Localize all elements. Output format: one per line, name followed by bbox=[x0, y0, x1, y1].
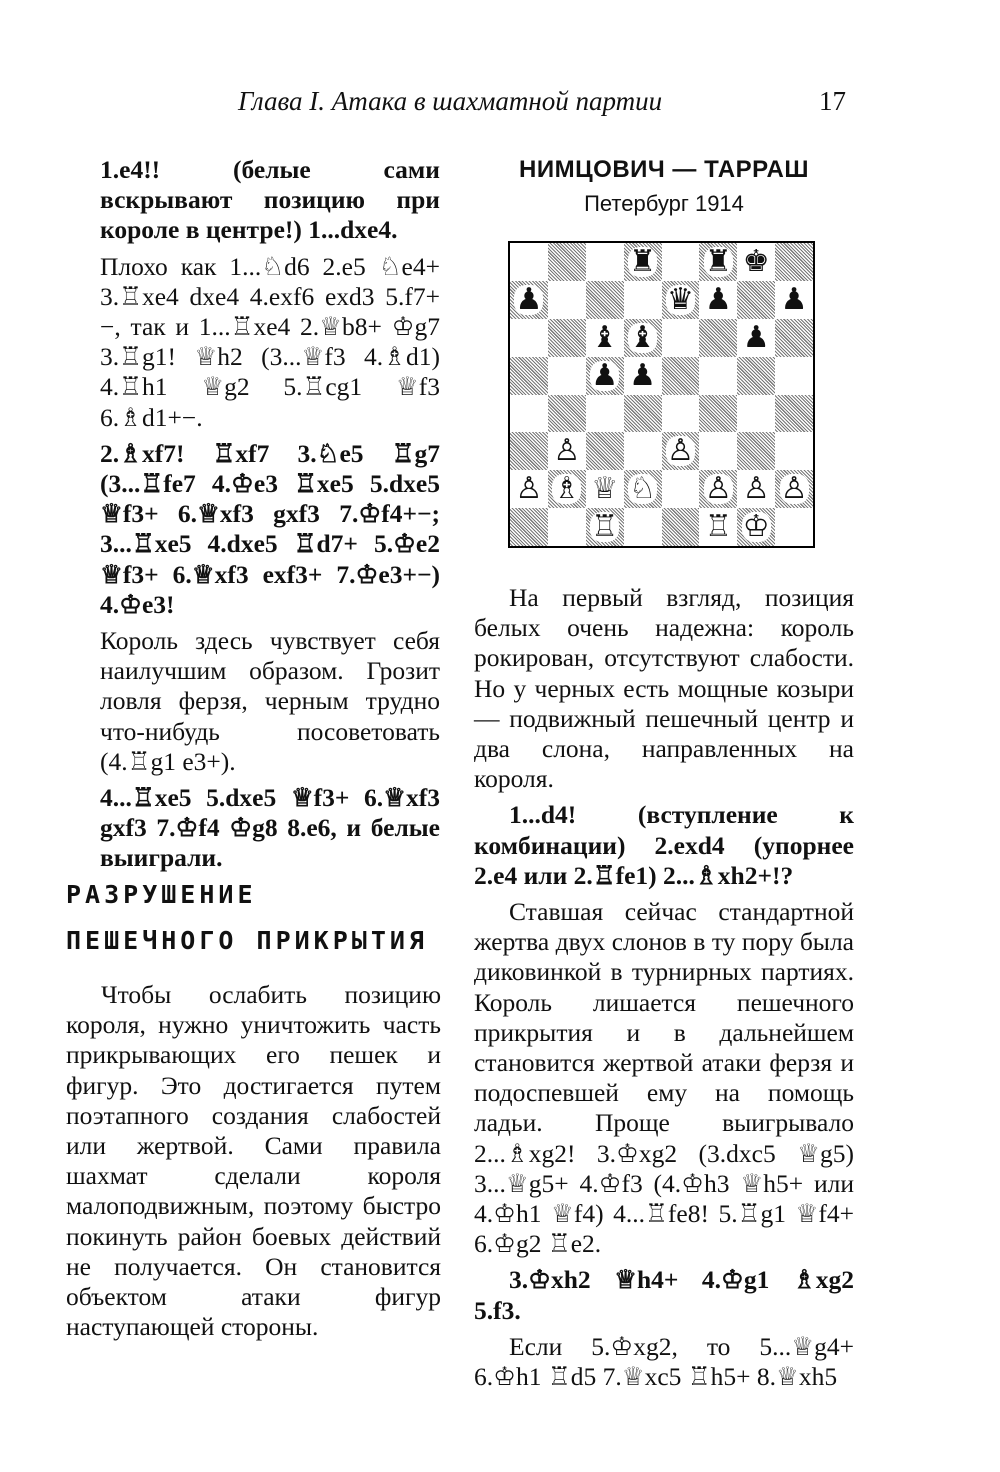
running-header bbox=[0, 86, 1000, 126]
square-a6 bbox=[510, 319, 548, 357]
square-e8 bbox=[662, 243, 700, 281]
square-c4 bbox=[586, 395, 624, 433]
chess-piece: ♜ bbox=[629, 243, 657, 279]
square-b1 bbox=[548, 508, 586, 546]
chess-piece: ♟ bbox=[704, 281, 732, 317]
right-paragraph-5: Если 5.♔xg2, то 5...♕g4+ 6.♔h1 ♖d5 7.♕xc5 ♖h5+ 8.♕xh5 bbox=[474, 1331, 854, 1392]
square-c2 bbox=[586, 470, 624, 508]
square-g4 bbox=[737, 395, 775, 433]
square-b2 bbox=[548, 470, 586, 508]
chess-piece: ♙ bbox=[742, 471, 770, 507]
chess-piece: ♙ bbox=[515, 471, 543, 507]
square-h3 bbox=[775, 432, 813, 470]
square-e4 bbox=[662, 395, 700, 433]
square-c6 bbox=[586, 319, 624, 357]
square-f5 bbox=[699, 357, 737, 395]
square-h6 bbox=[775, 319, 813, 357]
square-g1 bbox=[737, 508, 775, 546]
square-b7 bbox=[548, 281, 586, 319]
chess-piece: ♝ bbox=[591, 319, 619, 355]
left-paragraph-2: Плохо как 1...♘d6 2.e5 ♘e4+ 3.♖xe4 dxe4 4.exf6 exd3 5.f7+−, так и 1...♖xe4 2.♕b8+ ♔g7 3.♖g1! ♕h2 (3...♕f3 4.♗d1) 4.♖h1 ♕g2 5.♖cg1 ♕f3 6.♗d1+−. bbox=[100, 251, 440, 432]
square-b5 bbox=[548, 357, 586, 395]
chess-piece: ♖ bbox=[591, 509, 619, 545]
square-d4 bbox=[624, 395, 662, 433]
square-g6 bbox=[737, 319, 775, 357]
right-paragraph-2: 1...d4! (вступление к комбинации) 2.exd4 (упорнее 2.e4 или 2.♖fe1) 2...♗xh2+!? bbox=[474, 800, 854, 890]
chess-piece: ♗ bbox=[553, 471, 581, 507]
square-f7 bbox=[699, 281, 737, 319]
square-g8 bbox=[737, 243, 775, 281]
right-paragraph-3: Ставшая сейчас стандартной жертва двух слонов в ту пору была диковинкой в турнирных партиях. Король лишается пешечного прикрытия и в дальнейшем становится жертвой атаки ферзя и подоспевшей ему на помощь ладьи. Проще выигрывало 2...♗xg2! 3.♔xg2 (3.dxc5 ♕g5) 3...♕g5+ 4.♔f3 (4.♔h3 ♕h5+ или 4.♔h1 ♕f4) 4...♖fe8! 5.♖g1 ♕f4+ 6.♔g2 ♖e2. bbox=[474, 897, 854, 1259]
square-h4 bbox=[775, 395, 813, 433]
square-d7 bbox=[624, 281, 662, 319]
square-d8 bbox=[624, 243, 662, 281]
square-c7 bbox=[586, 281, 624, 319]
square-c1 bbox=[586, 508, 624, 546]
game-header bbox=[474, 155, 854, 227]
square-a7 bbox=[510, 281, 548, 319]
chess-piece: ♟ bbox=[742, 319, 770, 355]
square-a4 bbox=[510, 395, 548, 433]
square-a2 bbox=[510, 470, 548, 508]
square-d3 bbox=[624, 432, 662, 470]
section-heading: РАЗРУШЕНИЕ ПЕШЕЧНОГО ПРИКРЫТИЯ bbox=[66, 880, 428, 955]
chapter-title: Глава I. Атака в шахматной партии bbox=[238, 86, 663, 116]
game-players: НИМЦОВИЧ — ТАРРАШ bbox=[519, 156, 809, 183]
chess-board bbox=[510, 243, 813, 546]
chess-piece: ♔ bbox=[742, 509, 770, 545]
left-paragraph-5: 4...♖xe5 5.dxe5 ♕f3+ 6.♕xf3 gxf3 7.♔f4 ♔g8 8.e6, и белые выиграли. bbox=[100, 783, 440, 873]
square-h7 bbox=[775, 281, 813, 319]
square-e5 bbox=[662, 357, 700, 395]
chess-diagram bbox=[508, 241, 815, 548]
chess-piece: ♙ bbox=[666, 433, 694, 469]
right-column bbox=[474, 583, 854, 1398]
left-paragraph-4: Король здесь чувствует себя наилучшим образом. Грозит ловля ферзя, черным трудно что-нибудь посоветовать (4.♖g1 e3+). bbox=[100, 626, 440, 776]
square-b3 bbox=[548, 432, 586, 470]
square-g3 bbox=[737, 432, 775, 470]
square-h2 bbox=[775, 470, 813, 508]
square-a3 bbox=[510, 432, 548, 470]
chess-piece: ♝ bbox=[629, 319, 657, 355]
chess-piece: ♚ bbox=[742, 243, 770, 279]
chess-piece: ♙ bbox=[780, 471, 808, 507]
square-f4 bbox=[699, 395, 737, 433]
square-d6 bbox=[624, 319, 662, 357]
square-f2 bbox=[699, 470, 737, 508]
square-e2 bbox=[662, 470, 700, 508]
square-e6 bbox=[662, 319, 700, 357]
left-paragraph-1: 1.e4!! (белые сами вскрывают позицию при короле в центре!) 1...dxe4. bbox=[100, 155, 440, 245]
right-paragraph-4: 3.♔xh2 ♕h4+ 4.♔g1 ♗xg2 5.f3. bbox=[474, 1265, 854, 1325]
page-number: 17 bbox=[819, 86, 846, 116]
square-f6 bbox=[699, 319, 737, 357]
chess-piece: ♜ bbox=[704, 243, 732, 279]
square-a1 bbox=[510, 508, 548, 546]
square-f3 bbox=[699, 432, 737, 470]
chess-piece: ♛ bbox=[666, 281, 694, 317]
square-c3 bbox=[586, 432, 624, 470]
square-g7 bbox=[737, 281, 775, 319]
right-paragraph-1: На первый взгляд, позиция белых очень надежна: король рокирован, отсутствуют слабости. Но у черных есть мощные козыри — подвижный пешечный центр и два слона, направленных на короля. bbox=[474, 583, 854, 794]
game-event: Петербург 1914 bbox=[584, 191, 744, 217]
chess-piece: ♙ bbox=[553, 433, 581, 469]
square-a5 bbox=[510, 357, 548, 395]
chess-piece: ♟ bbox=[515, 281, 543, 317]
square-h1 bbox=[775, 508, 813, 546]
square-h5 bbox=[775, 357, 813, 395]
left-column bbox=[100, 155, 440, 880]
square-g2 bbox=[737, 470, 775, 508]
section-body bbox=[66, 980, 441, 1342]
chess-piece: ♙ bbox=[704, 471, 732, 507]
square-f1 bbox=[699, 508, 737, 546]
left-paragraph-3: 2.♗xf7! ♖xf7 3.♘e5 ♖g7 (3...♖fe7 4.♔e3 ♖xe5 5.dxe5 ♕f3+ 6.♕xf3 gxf3 7.♔f4+−; 3...♖xe5 4.dxe5 ♖d7+ 5.♔e2 ♕f3+ 6.♕xf3 exf3+ 7.♔e3+−) 4.♔e3! bbox=[100, 438, 440, 619]
square-d1 bbox=[624, 508, 662, 546]
chess-piece: ♟ bbox=[629, 357, 657, 393]
square-g5 bbox=[737, 357, 775, 395]
square-e3 bbox=[662, 432, 700, 470]
square-b6 bbox=[548, 319, 586, 357]
square-b8 bbox=[548, 243, 586, 281]
chess-piece: ♖ bbox=[704, 509, 732, 545]
square-d2 bbox=[624, 470, 662, 508]
chess-piece: ♕ bbox=[591, 471, 619, 507]
square-f8 bbox=[699, 243, 737, 281]
chess-piece: ♘ bbox=[629, 471, 657, 507]
square-e1 bbox=[662, 508, 700, 546]
square-c8 bbox=[586, 243, 624, 281]
section-paragraph: Чтобы ослабить позицию короля, нужно уничтожить часть прикрывающих его пешек и фигур. Это достигается путем поэтапного создания слабостей или жертвой. Сами правила шахмат сделали короля малоподвижным, поэтому быстро покинуть район боевых действий не получается. Он становится объектом атаки фигур наступающей стороны. bbox=[66, 980, 441, 1342]
square-b4 bbox=[548, 395, 586, 433]
chess-piece: ♟ bbox=[780, 281, 808, 317]
chess-piece: ♟ bbox=[591, 357, 619, 393]
square-e7 bbox=[662, 281, 700, 319]
square-h8 bbox=[775, 243, 813, 281]
square-c5 bbox=[586, 357, 624, 395]
square-d5 bbox=[624, 357, 662, 395]
square-a8 bbox=[510, 243, 548, 281]
